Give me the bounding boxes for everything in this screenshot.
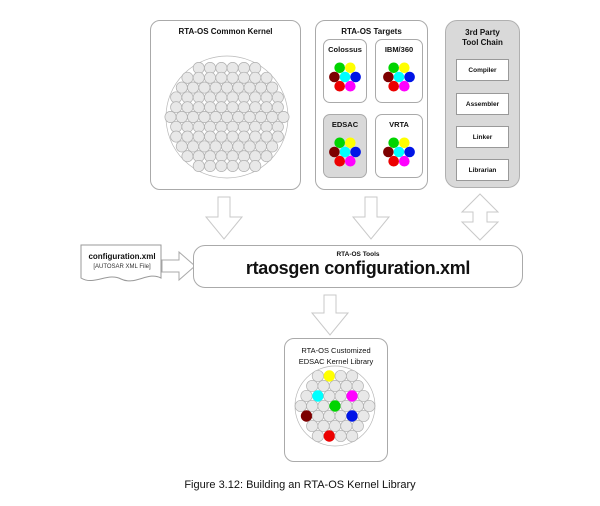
target-vrta-label: VRTA — [389, 120, 409, 129]
tool-assembler: Assembler — [456, 93, 509, 115]
customized-library-title-line2: EDSAC Kernel Library — [298, 356, 374, 366]
customized-library-title-line1: RTA-OS Customized — [301, 346, 371, 355]
target-dot-cluster — [377, 62, 421, 96]
configuration-xml-document — [80, 243, 164, 291]
rtaosgen-command: rtaosgen configuration.xml — [245, 258, 471, 278]
kernel-dots-circle — [151, 21, 300, 189]
target-dot-cluster — [323, 62, 367, 96]
target-colossus-box — [323, 39, 367, 103]
target-vrta-box — [375, 114, 423, 178]
config-right-arrow-icon — [161, 250, 197, 282]
targets-down-arrow-icon — [351, 196, 391, 240]
targets-box — [315, 20, 428, 190]
rtaos-tools-box — [193, 245, 523, 288]
rtaos-tools-title: RTA-OS Tools — [336, 251, 380, 258]
customized-library-box — [284, 338, 388, 462]
target-colossus-label: Colossus — [328, 45, 362, 54]
configuration-xml-filename: configuration.xml — [88, 252, 156, 261]
common-kernel-title: RTA-OS Common Kernel — [178, 27, 273, 36]
target-dot-cluster — [377, 137, 421, 171]
tools-down-arrow-icon — [310, 294, 350, 336]
kernel-down-arrow-icon — [204, 196, 244, 240]
tool-compiler: Compiler — [456, 59, 509, 81]
toolchain-box — [445, 20, 520, 188]
toolchain-title-line2: Tool Chain — [462, 38, 503, 47]
target-ibm360-box — [375, 39, 423, 103]
toolchain-title — [446, 28, 519, 48]
target-edsac-box — [323, 114, 367, 178]
toolchain-title-line1: 3rd Party — [465, 28, 500, 37]
figure-caption: Figure 3.12: Building an RTA-OS Kernel Library — [184, 479, 416, 491]
toolchain-double-arrow-icon — [460, 193, 500, 241]
target-ibm360-label: IBM/360 — [384, 45, 414, 54]
targets-title: RTA-OS Targets — [341, 27, 402, 36]
common-kernel-box — [150, 20, 301, 190]
configuration-xml-subtitle: [AUTOSAR XML File] — [93, 264, 151, 270]
library-dots-circle — [285, 339, 387, 461]
target-dot-cluster — [323, 137, 367, 171]
tool-linker: Linker — [456, 126, 509, 148]
target-edsac-label: EDSAC — [331, 120, 359, 129]
tool-librarian: Librarian — [456, 159, 509, 181]
